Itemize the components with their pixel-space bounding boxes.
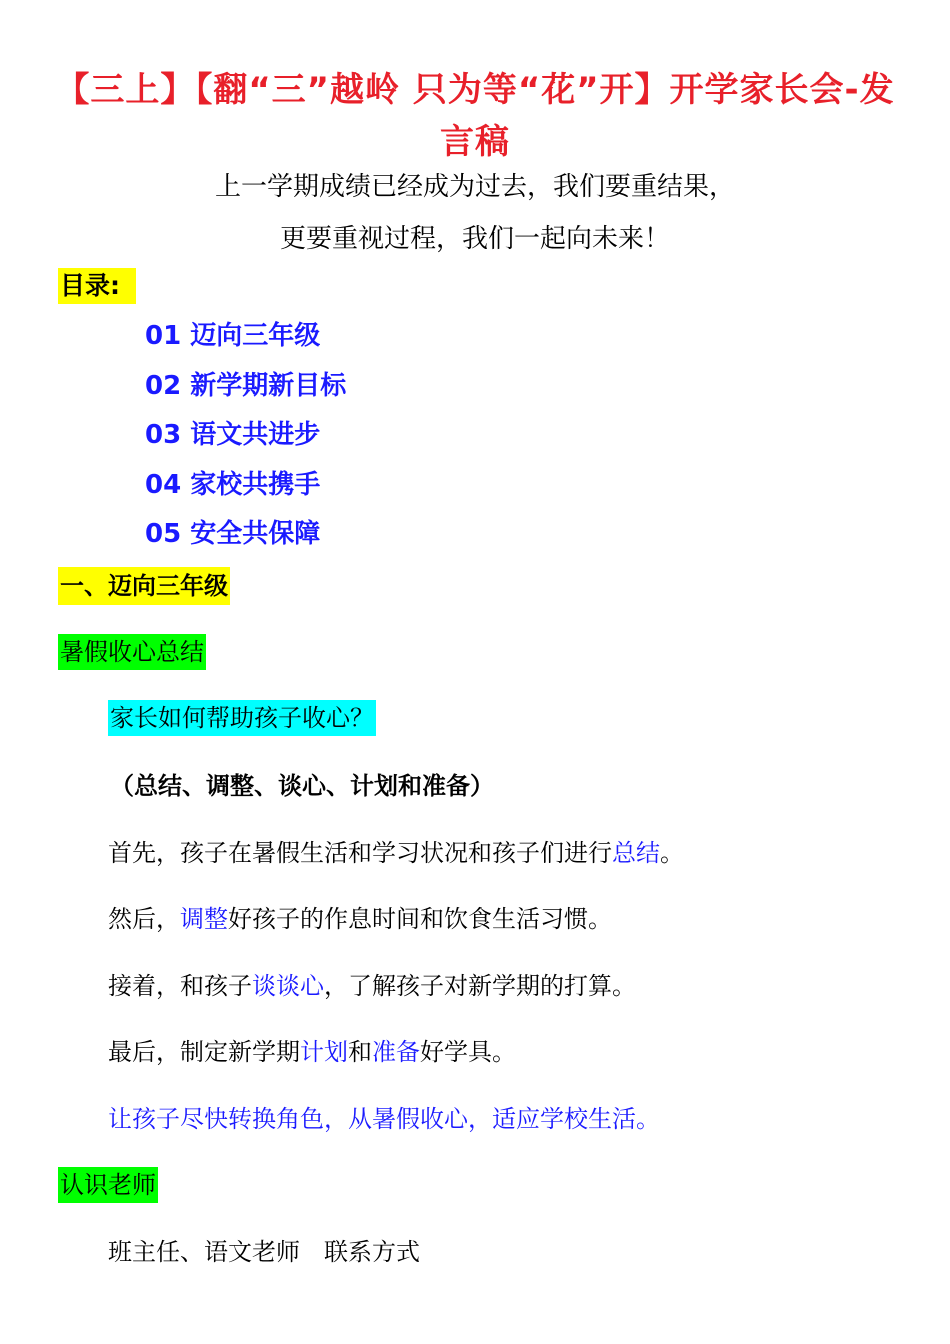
toc-item-1[interactable]: 01 迈向三年级 bbox=[145, 321, 321, 351]
keyword-adjust: 调整 bbox=[180, 905, 228, 933]
teacher-heading-text: 认识老师 bbox=[58, 1167, 158, 1203]
keywords-line: （总结、调整、谈心、计划和准备） bbox=[110, 772, 494, 800]
paragraph-5: 让孩子尽快转换角色，从暑假收心，适应学校生活。 bbox=[108, 1105, 660, 1133]
paragraph-4-and: 和 bbox=[348, 1038, 372, 1066]
paragraph-4-end: 好学具。 bbox=[420, 1038, 516, 1066]
paragraph-1 bbox=[108, 835, 684, 871]
question-heading bbox=[108, 700, 376, 736]
subtitle-line-2: 更要重视过程，我们一起向未来！ bbox=[279, 224, 670, 254]
page-title: 【三上】【翻“三”越岭 只为等“花”开】开学家长会-发言稿 bbox=[55, 70, 895, 162]
toc-item-4[interactable]: 04 家校共携手 bbox=[145, 470, 321, 500]
paragraph-2-text: 然后， bbox=[108, 905, 180, 933]
keyword-summary: 总结 bbox=[612, 839, 660, 867]
paragraph-4 bbox=[108, 1034, 516, 1070]
toc-label bbox=[58, 268, 136, 304]
section-heading bbox=[58, 567, 230, 605]
paragraph-2-end: 好孩子的作息时间和饮食生活习惯。 bbox=[228, 905, 612, 933]
toc-item-5[interactable]: 05 安全共保障 bbox=[145, 519, 321, 549]
paragraph-2 bbox=[108, 901, 612, 937]
paragraph-1-text: 首先，孩子在暑假生活和学习状况和孩子们进行 bbox=[108, 839, 612, 867]
keyword-prepare: 准备 bbox=[372, 1038, 420, 1066]
paragraph-3-end: ，了解孩子对新学期的打算。 bbox=[324, 972, 636, 1000]
paragraph-1-end: 。 bbox=[660, 839, 684, 867]
paragraph-3-text: 接着，和孩子 bbox=[108, 972, 252, 1000]
summary-heading bbox=[58, 634, 206, 670]
toc-item-3[interactable]: 03 语文共进步 bbox=[145, 420, 321, 450]
question-heading-text: 家长如何帮助孩子收心？ bbox=[108, 700, 376, 736]
section-heading-text: 一、迈向三年级 bbox=[58, 567, 230, 605]
keyword-plan: 计划 bbox=[300, 1038, 348, 1066]
toc-item-2[interactable]: 02 新学期新目标 bbox=[145, 371, 347, 401]
paragraph-3 bbox=[108, 968, 636, 1004]
subtitle-line-1: 上一学期成绩已经成为过去，我们要重结果， bbox=[214, 172, 735, 202]
teacher-heading bbox=[58, 1167, 158, 1203]
keyword-talk: 谈谈心 bbox=[252, 972, 324, 1000]
paragraph-4-text: 最后，制定新学期 bbox=[108, 1038, 300, 1066]
summary-heading-text: 暑假收心总结 bbox=[58, 634, 206, 670]
toc-label-text: 目录: bbox=[58, 268, 136, 304]
teacher-line: 班主任、语文老师 联系方式 bbox=[108, 1238, 420, 1266]
